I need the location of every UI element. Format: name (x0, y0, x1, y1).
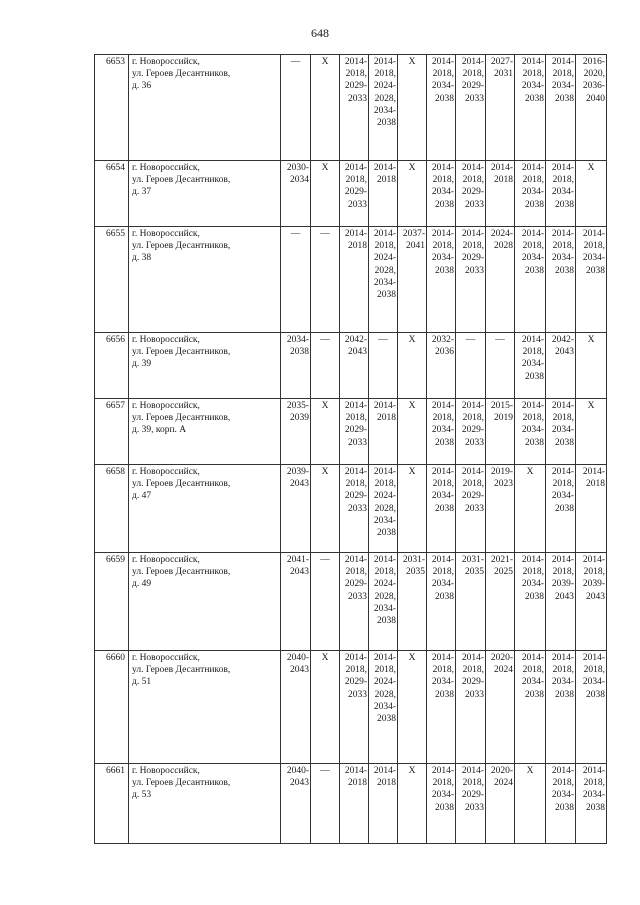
schedule-cell: 2014- 2018, 2034- 2038 (546, 399, 576, 465)
schedule-cell: 2014- 2018, 2029- 2033 (340, 161, 369, 227)
schedule-cell: — (369, 333, 398, 399)
schedule-cell: 2014- 2018 (576, 465, 607, 553)
schedule-cell: 2016- 2020, 2036- 2040 (576, 55, 607, 161)
capital-repair-schedule-table (94, 54, 607, 844)
table-row (95, 55, 607, 161)
schedule-cell: X (311, 651, 340, 764)
schedule-cell: 2040- 2043 (281, 651, 311, 764)
schedule-cell: X (515, 764, 546, 844)
row-number: 6655 (95, 227, 129, 333)
address-cell: г. Новороссийск, ул. Героев Десантников, д. 47 (129, 465, 281, 553)
table-row (95, 161, 607, 227)
table-row (95, 553, 607, 651)
schedule-cell: 2014- 2018, 2034- 2038 (576, 651, 607, 764)
schedule-cell: X (576, 399, 607, 465)
schedule-cell: X (398, 764, 427, 844)
schedule-cell: 2014- 2018, 2024- 2028, 2034- 2038 (369, 651, 398, 764)
schedule-cell: X (398, 161, 427, 227)
row-number: 6656 (95, 333, 129, 399)
schedule-cell: 2014- 2018, 2024- 2028, 2034- 2038 (369, 465, 398, 553)
table-row (95, 651, 607, 764)
table-row (95, 333, 607, 399)
schedule-cell: 2039- 2043 (281, 465, 311, 553)
schedule-cell: 2014- 2018, 2024- 2028, 2034- 2038 (369, 55, 398, 161)
schedule-cell: 2042- 2043 (546, 333, 576, 399)
address-cell: г. Новороссийск, ул. Героев Десантников, д. 39 (129, 333, 281, 399)
schedule-cell: 2021- 2025 (486, 553, 515, 651)
schedule-cell: 2014- 2018, 2034- 2038 (546, 465, 576, 553)
schedule-cell: 2042- 2043 (340, 333, 369, 399)
schedule-cell: 2014- 2018, 2034- 2038 (576, 764, 607, 844)
row-number: 6654 (95, 161, 129, 227)
schedule-cell: 2014- 2018, 2029- 2033 (456, 651, 486, 764)
schedule-cell: X (576, 161, 607, 227)
schedule-cell: X (398, 55, 427, 161)
schedule-cell: 2024- 2028 (486, 227, 515, 333)
schedule-cell: 2014- 2018 (486, 161, 515, 227)
schedule-cell: 2015- 2019 (486, 399, 515, 465)
schedule-cell: 2020- 2024 (486, 651, 515, 764)
row-number: 6658 (95, 465, 129, 553)
schedule-cell: 2014- 2018, 2034- 2038 (515, 55, 546, 161)
schedule-cell: X (311, 465, 340, 553)
schedule-cell: X (311, 161, 340, 227)
table-row (95, 764, 607, 844)
schedule-cell: 2014- 2018, 2034- 2038 (515, 651, 546, 764)
address-cell: г. Новороссийск, ул. Героев Десантников, д. 38 (129, 227, 281, 333)
schedule-cell: 2014- 2018, 2029- 2033 (340, 553, 369, 651)
schedule-cell: X (515, 465, 546, 553)
schedule-cell: — (311, 227, 340, 333)
schedule-cell: 2032- 2036 (427, 333, 456, 399)
address-cell: г. Новороссийск, ул. Героев Десантников, д. 51 (129, 651, 281, 764)
schedule-cell: 2014- 2018, 2029- 2033 (340, 399, 369, 465)
schedule-cell: 2014- 2018, 2034- 2038 (427, 465, 456, 553)
schedule-cell: 2014- 2018, 2039- 2043 (546, 553, 576, 651)
schedule-cell: X (311, 399, 340, 465)
schedule-cell: 2014- 2018, 2024- 2028, 2034- 2038 (369, 227, 398, 333)
schedule-cell: 2041- 2043 (281, 553, 311, 651)
schedule-cell: 2014- 2018, 2029- 2033 (456, 55, 486, 161)
address-cell: г. Новороссийск, ул. Героев Десантников, д. 37 (129, 161, 281, 227)
row-number: 6653 (95, 55, 129, 161)
table-row (95, 465, 607, 553)
page-number: 648 (311, 26, 329, 40)
schedule-cell: X (398, 465, 427, 553)
schedule-cell: — (311, 553, 340, 651)
schedule-cell: 2031- 2035 (398, 553, 427, 651)
schedule-cell: 2014- 2018, 2034- 2038 (515, 333, 546, 399)
schedule-cell: 2014- 2018, 2034- 2038 (546, 651, 576, 764)
schedule-cell: 2014- 2018, 2029- 2033 (340, 465, 369, 553)
schedule-cell: — (456, 333, 486, 399)
schedule-cell: X (398, 399, 427, 465)
schedule-cell: 2014- 2018 (340, 764, 369, 844)
row-number: 6660 (95, 651, 129, 764)
schedule-cell: 2014- 2018, 2034- 2038 (576, 227, 607, 333)
schedule-cell: 2030- 2034 (281, 161, 311, 227)
schedule-cell: 2014- 2018 (369, 161, 398, 227)
schedule-cell: 2019- 2023 (486, 465, 515, 553)
schedule-cell: 2014- 2018, 2034- 2038 (427, 161, 456, 227)
schedule-cell: 2014- 2018, 2024- 2028, 2034- 2038 (369, 553, 398, 651)
schedule-cell: 2014- 2018, 2034- 2038 (546, 227, 576, 333)
schedule-cell: 2014- 2018, 2034- 2038 (546, 764, 576, 844)
row-number: 6661 (95, 764, 129, 844)
schedule-cell: 2020- 2024 (486, 764, 515, 844)
address-cell: г. Новороссийск, ул. Героев Десантников, д. 36 (129, 55, 281, 161)
schedule-cell: 2014- 2018, 2034- 2038 (427, 227, 456, 333)
schedule-cell: X (311, 55, 340, 161)
schedule-cell: — (486, 333, 515, 399)
schedule-cell: 2034- 2038 (281, 333, 311, 399)
address-cell: г. Новороссийск, ул. Героев Десантников, д. 49 (129, 553, 281, 651)
schedule-cell: 2014- 2018, 2034- 2038 (546, 161, 576, 227)
schedule-cell: 2014- 2018, 2034- 2038 (427, 651, 456, 764)
schedule-cell: 2027- 2031 (486, 55, 515, 161)
schedule-cell: 2014- 2018, 2034- 2038 (515, 227, 546, 333)
schedule-cell: 2014- 2018, 2034- 2038 (427, 55, 456, 161)
schedule-cell: 2014- 2018, 2034- 2038 (546, 55, 576, 161)
schedule-cell: X (398, 333, 427, 399)
row-number: 6659 (95, 553, 129, 651)
schedule-cell: 2014- 2018 (369, 764, 398, 844)
table-body (95, 55, 607, 844)
schedule-cell: 2014- 2018, 2034- 2038 (515, 553, 546, 651)
schedule-cell: 2014- 2018, 2029- 2033 (456, 161, 486, 227)
schedule-cell: 2014- 2018, 2029- 2033 (340, 55, 369, 161)
table-row (95, 399, 607, 465)
schedule-cell: 2014- 2018, 2039- 2043 (576, 553, 607, 651)
row-number: 6657 (95, 399, 129, 465)
schedule-cell: 2014- 2018, 2034- 2038 (427, 399, 456, 465)
schedule-cell: 2014- 2018, 2029- 2033 (340, 651, 369, 764)
table-row (95, 227, 607, 333)
schedule-cell: 2014- 2018, 2034- 2038 (427, 553, 456, 651)
schedule-cell: 2014- 2018 (369, 399, 398, 465)
schedule-cell: 2014- 2018, 2034- 2038 (515, 399, 546, 465)
schedule-cell: 2014- 2018, 2034- 2038 (515, 161, 546, 227)
schedule-cell: 2014- 2018, 2029- 2033 (456, 465, 486, 553)
schedule-cell: 2014- 2018 (340, 227, 369, 333)
schedule-cell: 2035- 2039 (281, 399, 311, 465)
schedule-cell: 2014- 2018, 2034- 2038 (427, 764, 456, 844)
schedule-cell: 2014- 2018, 2029- 2033 (456, 227, 486, 333)
schedule-cell: 2031- 2035 (456, 553, 486, 651)
schedule-cell: — (281, 227, 311, 333)
schedule-cell: — (311, 764, 340, 844)
address-cell: г. Новороссийск, ул. Героев Десантников, д. 53 (129, 764, 281, 844)
schedule-cell: X (398, 651, 427, 764)
schedule-cell: 2014- 2018, 2029- 2033 (456, 764, 486, 844)
schedule-cell: 2014- 2018, 2029- 2033 (456, 399, 486, 465)
schedule-cell: 2040- 2043 (281, 764, 311, 844)
schedule-cell: — (311, 333, 340, 399)
address-cell: г. Новороссийск, ул. Героев Десантников, д. 39, корп. А (129, 399, 281, 465)
schedule-cell: X (576, 333, 607, 399)
schedule-cell: 2037- 2041 (398, 227, 427, 333)
schedule-cell: — (281, 55, 311, 161)
